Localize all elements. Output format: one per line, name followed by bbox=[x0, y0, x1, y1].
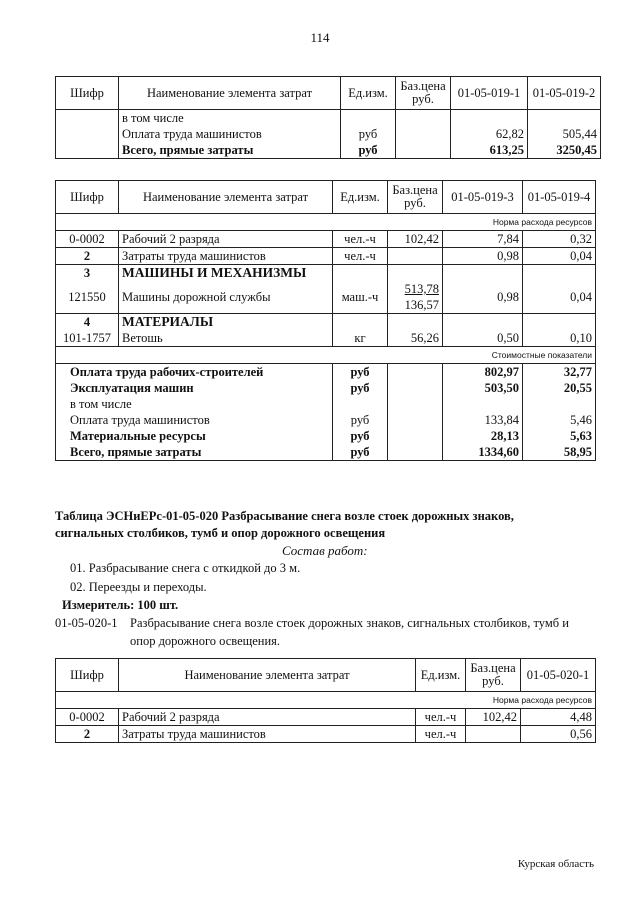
header-col1: 01-05-020-1 bbox=[521, 659, 596, 692]
cell-v2: 58,95 bbox=[523, 444, 596, 461]
cell-v1: 133,84 bbox=[443, 412, 523, 428]
norm-label: Норма расхода ресурсов bbox=[56, 214, 596, 231]
meter-label: Измеритель: 100 шт. bbox=[62, 598, 179, 612]
table-3 bbox=[55, 658, 596, 743]
table-row bbox=[56, 248, 596, 265]
cell-name: Затраты труда машинистов bbox=[119, 248, 333, 265]
table-3-header bbox=[56, 659, 596, 692]
cell-code bbox=[56, 142, 119, 159]
cell-unit: чел.-ч bbox=[416, 726, 466, 743]
table-row bbox=[56, 709, 596, 726]
header-col1: 01-05-019-1 bbox=[451, 77, 528, 110]
cell-v1: 0,98 bbox=[443, 281, 523, 314]
table-row bbox=[56, 396, 596, 412]
table-row bbox=[56, 412, 596, 428]
norm-label-row bbox=[56, 692, 596, 709]
cell-price bbox=[396, 110, 451, 127]
header-name: Наименование элемента затрат bbox=[119, 659, 416, 692]
table-1 bbox=[55, 76, 601, 159]
table-row bbox=[56, 110, 601, 127]
cell-unit: маш.-ч bbox=[333, 281, 388, 314]
cell-code bbox=[56, 110, 119, 127]
cell-v2: 0,10 bbox=[523, 330, 596, 347]
cell-v2: 5,63 bbox=[523, 428, 596, 444]
cell-name: в том числе bbox=[119, 110, 341, 127]
cell-v1: 503,50 bbox=[443, 380, 523, 396]
header-col2: 01-05-019-2 bbox=[528, 77, 601, 110]
cell-v1: 0,56 bbox=[521, 726, 596, 743]
cell-v1: 28,13 bbox=[443, 428, 523, 444]
cell-v1: 0,50 bbox=[443, 330, 523, 347]
cell-code: 101-1757 bbox=[56, 330, 119, 347]
table-row bbox=[56, 726, 596, 743]
item-code: 01-05-020-1 bbox=[55, 616, 118, 630]
cell-name: МАТЕРИАЛЫ bbox=[119, 314, 333, 331]
cell-v2: 32,77 bbox=[523, 364, 596, 381]
cell-v1: 613,25 bbox=[451, 142, 528, 159]
cell-v2: 0,04 bbox=[523, 281, 596, 314]
cell-name: Оплата труда рабочих-строителей bbox=[56, 364, 333, 381]
work-step-1: 01. Разбрасывание снега с откидкой до 3 м. bbox=[70, 561, 301, 575]
cell-name: Ветошь bbox=[119, 330, 333, 347]
cell-price bbox=[388, 281, 443, 314]
cell-v2: 3250,45 bbox=[528, 142, 601, 159]
cell-name: Всего, прямые затраты bbox=[119, 142, 341, 159]
price-primary: 513,78 bbox=[404, 282, 439, 296]
cell-v2: 5,46 bbox=[523, 412, 596, 428]
cell-code: 2 bbox=[56, 726, 119, 743]
composition-heading: Состав работ: bbox=[282, 543, 368, 558]
table-row bbox=[56, 444, 596, 461]
cell-unit: руб bbox=[333, 428, 388, 444]
cell-v1: 62,82 bbox=[451, 126, 528, 142]
table-1-header bbox=[56, 77, 601, 110]
header-code: Шифр bbox=[56, 77, 119, 110]
cell-unit: чел.-ч bbox=[333, 248, 388, 265]
table-row bbox=[56, 364, 596, 381]
cell-v2: 20,55 bbox=[523, 380, 596, 396]
cell-unit: руб bbox=[333, 364, 388, 381]
cell-code bbox=[56, 126, 119, 142]
cell-v1: 4,48 bbox=[521, 709, 596, 726]
cell-name: Машины дорожной службы bbox=[119, 281, 333, 314]
cell-name: МАШИНЫ И МЕХАНИЗМЫ bbox=[119, 265, 333, 282]
cell-v2: 505,44 bbox=[528, 126, 601, 142]
price-secondary: 136,57 bbox=[404, 298, 439, 312]
cell-name: Оплата труда машинистов bbox=[119, 126, 341, 142]
cell-unit: чел.-ч bbox=[416, 709, 466, 726]
cell-price: 102,42 bbox=[466, 709, 521, 726]
cell-v1 bbox=[443, 396, 523, 412]
table-row bbox=[56, 265, 596, 282]
cell-unit: кг bbox=[333, 330, 388, 347]
table-row bbox=[56, 142, 601, 159]
cell-unit: руб bbox=[333, 380, 388, 396]
cell-code: 0-0002 bbox=[56, 231, 119, 248]
page-number: 114 bbox=[310, 30, 330, 45]
header-name: Наименование элемента затрат bbox=[119, 77, 341, 110]
cell-unit bbox=[341, 110, 396, 127]
footer-region: Курская область bbox=[517, 858, 594, 870]
section-title-line2: сигнальных столбиков, тумб и опор дорожного освещения bbox=[55, 526, 386, 540]
table-row bbox=[56, 428, 596, 444]
cell-v1: 0,98 bbox=[443, 248, 523, 265]
cell-v1 bbox=[451, 110, 528, 127]
section-title-line1: Таблица ЭСНиЕРс-01-05-020 Разбрасывание снега возле стоек дорожных знаков, bbox=[55, 509, 514, 523]
cell-code: 4 bbox=[56, 314, 119, 331]
cell-name: Рабочий 2 разряда bbox=[119, 709, 416, 726]
cost-label-row bbox=[56, 347, 596, 364]
cell-code: 2 bbox=[56, 248, 119, 265]
cell-unit bbox=[333, 396, 388, 412]
cell-name: Всего, прямые затраты bbox=[56, 444, 333, 461]
header-code: Шифр bbox=[56, 659, 119, 692]
cell-unit: руб bbox=[341, 126, 396, 142]
cell-unit: руб bbox=[333, 444, 388, 461]
header-code: Шифр bbox=[56, 181, 119, 214]
cell-name: Эксплуатация машин bbox=[56, 380, 333, 396]
table-2-header bbox=[56, 181, 596, 214]
cell-price bbox=[396, 142, 451, 159]
cell-code: 121550 bbox=[56, 281, 119, 314]
cell-price: 102,42 bbox=[388, 231, 443, 248]
cell-name: в том числе bbox=[56, 396, 333, 412]
header-price: Баз.цена руб. bbox=[396, 77, 451, 110]
header-col1: 01-05-019-3 bbox=[443, 181, 523, 214]
cell-price: 56,26 bbox=[388, 330, 443, 347]
item-text-line1: Разбрасывание снега возле стоек дорожных знаков, сигнальных столбиков, тумб и bbox=[130, 616, 569, 630]
work-step-2: 02. Переезды и переходы. bbox=[70, 580, 207, 594]
table-row bbox=[56, 281, 596, 314]
table-row bbox=[56, 126, 601, 142]
cell-price bbox=[388, 248, 443, 265]
norm-label-row bbox=[56, 214, 596, 231]
norm-label: Норма расхода ресурсов bbox=[56, 692, 596, 709]
header-name: Наименование элемента затрат bbox=[119, 181, 333, 214]
cell-code: 3 bbox=[56, 265, 119, 282]
header-col2: 01-05-019-4 bbox=[523, 181, 596, 214]
cell-price bbox=[466, 726, 521, 743]
cell-unit: руб bbox=[341, 142, 396, 159]
table-row bbox=[56, 314, 596, 331]
cell-v2 bbox=[523, 396, 596, 412]
table-2 bbox=[55, 180, 596, 461]
cell-unit: чел.-ч bbox=[333, 231, 388, 248]
cell-v1: 802,97 bbox=[443, 364, 523, 381]
header-unit: Ед.изм. bbox=[416, 659, 466, 692]
table-row bbox=[56, 231, 596, 248]
cell-v1: 7,84 bbox=[443, 231, 523, 248]
item-text-line2: опор дорожного освещения. bbox=[130, 634, 281, 648]
header-unit: Ед.изм. bbox=[333, 181, 388, 214]
cell-code: 0-0002 bbox=[56, 709, 119, 726]
cell-v2 bbox=[528, 110, 601, 127]
header-price: Баз.цена руб. bbox=[466, 659, 521, 692]
cell-name: Оплата труда машинистов bbox=[56, 412, 333, 428]
cell-name: Затраты труда машинистов bbox=[119, 726, 416, 743]
cell-name: Материальные ресурсы bbox=[56, 428, 333, 444]
table-row bbox=[56, 330, 596, 347]
cell-v2: 0,32 bbox=[523, 231, 596, 248]
cell-price bbox=[396, 126, 451, 142]
header-unit: Ед.изм. bbox=[341, 77, 396, 110]
cell-v2: 0,04 bbox=[523, 248, 596, 265]
cell-v1: 1334,60 bbox=[443, 444, 523, 461]
cell-unit: руб bbox=[333, 412, 388, 428]
cell-name: Рабочий 2 разряда bbox=[119, 231, 333, 248]
cost-label: Стоимостные показатели bbox=[56, 347, 596, 364]
table-row bbox=[56, 380, 596, 396]
header-price: Баз.цена руб. bbox=[388, 181, 443, 214]
